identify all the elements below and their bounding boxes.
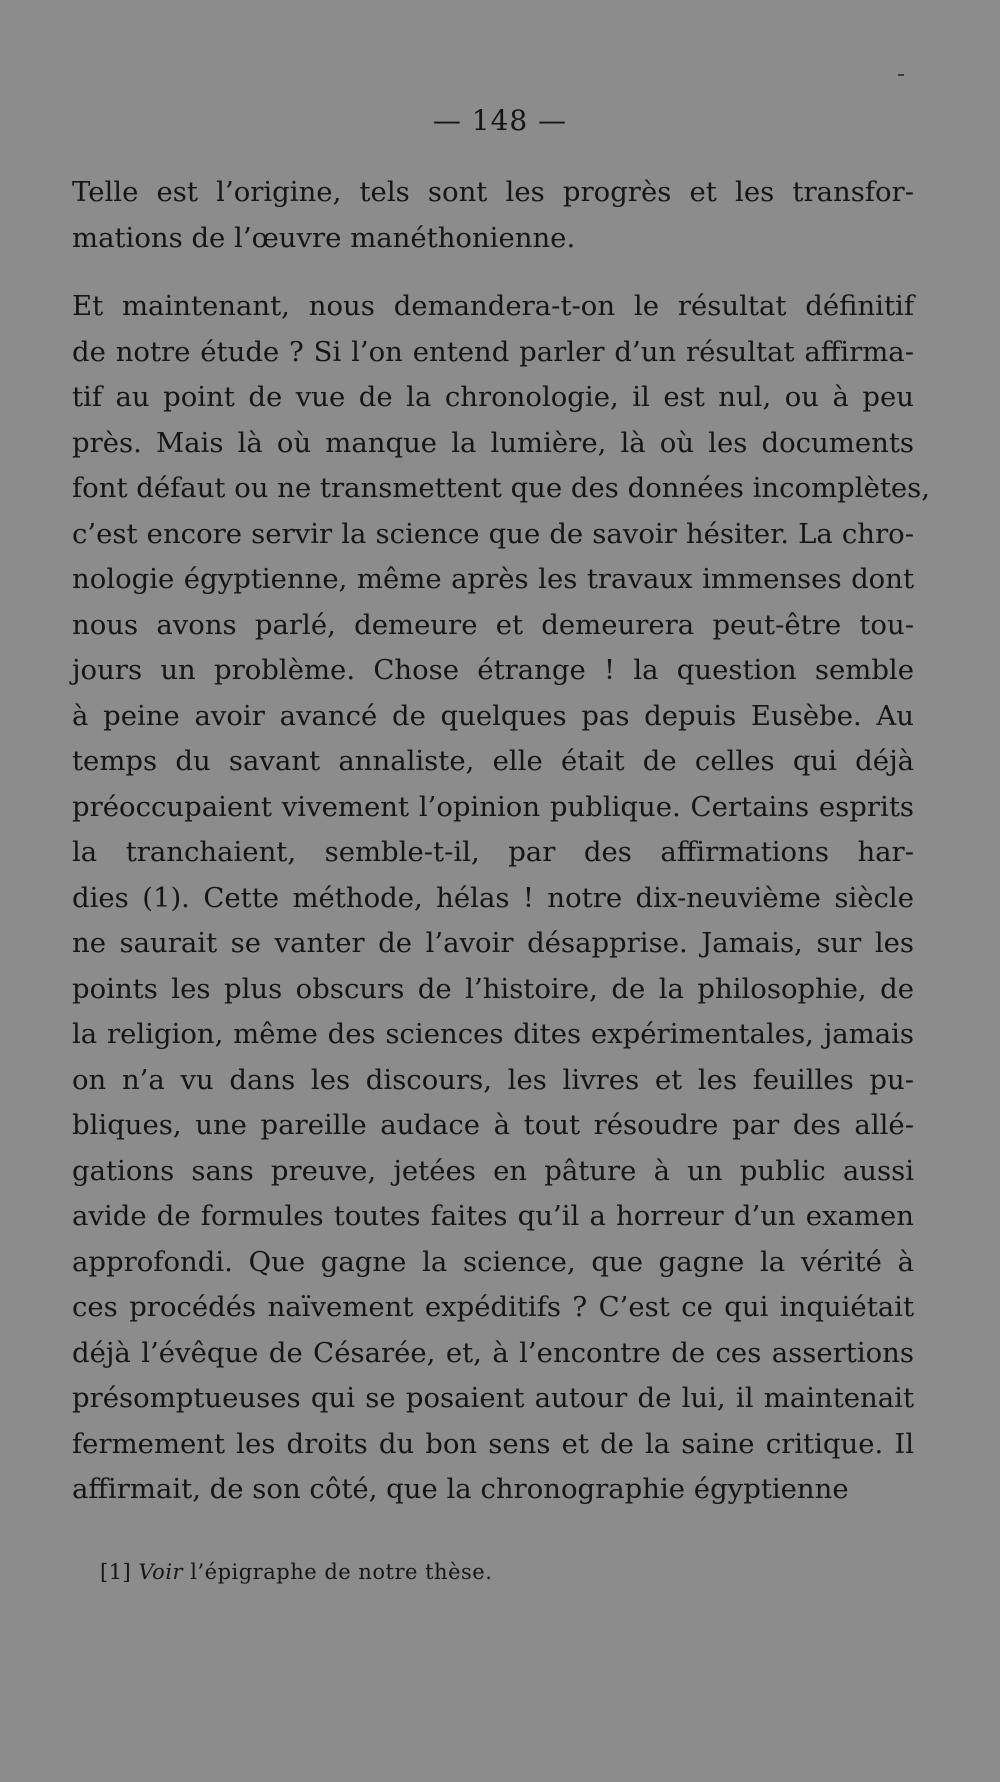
text-line: nous avons parlé, demeure et demeurera peut-être tou- — [72, 608, 914, 641]
text-line: on n’a vu dans les discours, les livres et les feuilles pu- — [72, 1063, 914, 1096]
text-line: temps du savant annaliste, elle était de celles qui déjà — [72, 745, 914, 777]
text-line: la tranchaient, semble-t-il, par des affirmations har- — [72, 836, 914, 868]
paragraph-2 — [72, 284, 931, 1513]
page-number: — 148 — — [432, 104, 568, 137]
text-line: à peine avoir avancé de quelques pas depuis Eusèbe. Au — [72, 699, 914, 732]
text-line: points les plus obscurs de l’histoire, de la philosophie, de — [72, 972, 914, 1005]
text-line: Et maintenant, nous demandera-t-on le résultat définitif — [72, 290, 914, 322]
text-line: dies (1). Cette méthode, hélas ! notre dix-neuvième siècle — [72, 881, 914, 914]
text-line: la religion, même des sciences dites expérimentales, jamais — [72, 1018, 914, 1050]
scan-speck — [898, 74, 904, 76]
text-line: déjà l’évêque de Césarée, et, à l’encontre de ces assertions — [72, 1336, 914, 1369]
text-line: Telle est l’origine, tels sont les progrès et les transfor- — [72, 176, 914, 208]
text-line: nologie égyptienne, même après les travaux immenses dont — [72, 563, 914, 595]
text-line: mations de l’œuvre manéthonienne. — [72, 221, 576, 254]
text-line: font défaut ou ne transmettent que des données incomplètes, — [72, 472, 931, 504]
text-line: bliques, une pareille audace à tout résoudre par des allé- — [72, 1109, 914, 1141]
text-line: avide de formules toutes faites qu’il a horreur d’un examen — [72, 1200, 914, 1232]
text-line: c’est encore servir la science que de savoir hésiter. La chro- — [72, 517, 914, 550]
footnote-marker: [1] — [100, 1560, 132, 1584]
footnote-italic: Voir — [138, 1560, 184, 1584]
text-line: tif au point de vue de la chronologie, il est nul, ou à peu — [72, 381, 914, 413]
text-line: présomptueuses qui se posaient autour de lui, il maintenait — [72, 1382, 914, 1414]
text-line: près. Mais là où manque la lumière, là où les documents — [72, 426, 914, 459]
text-line: ne saurait se vanter de l’avoir désapprise. Jamais, sur les — [72, 927, 914, 959]
footnote-text: l’épigraphe de notre thèse. — [190, 1560, 493, 1584]
text-line: affirmait, de son côté, que la chronographie égyptienne — [72, 1473, 849, 1505]
paragraph-1 — [72, 170, 914, 261]
text-line: préoccupaient vivement l’opinion publique. Certains esprits — [72, 790, 914, 823]
text-line: fermement les droits du bon sens et de la saine critique. Il — [72, 1427, 914, 1460]
text-line: de notre étude ? Si l’on entend parler d’un résultat affirma- — [72, 335, 914, 368]
text-line: ces procédés naïvement expéditifs ? C’est ce qui inquiétait — [72, 1291, 914, 1323]
text-line: approfondi. Que gagne la science, que gagne la vérité à — [72, 1245, 914, 1278]
text-line: jours un problème. Chose étrange ! la question semble — [72, 654, 914, 686]
footnote — [100, 1560, 492, 1584]
text-line: gations sans preuve, jetées en pâture à un public aussi — [72, 1154, 914, 1187]
